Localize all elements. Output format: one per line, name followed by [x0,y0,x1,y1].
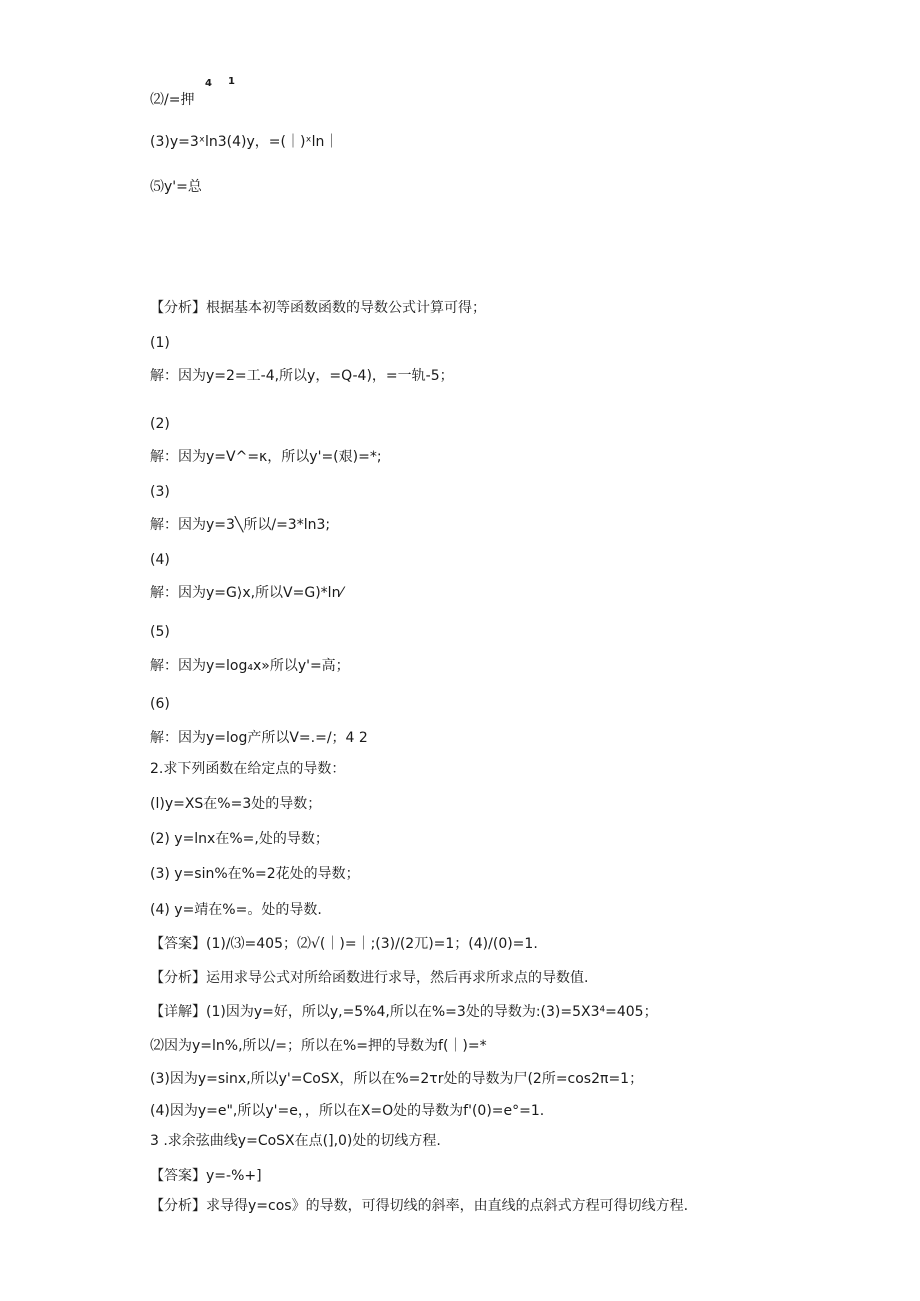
text-line: (2) [150,416,170,432]
text-line: 解：因为y=G⟩x,所以V=G)*ln⁄ [150,585,343,601]
text-line: (3)y=3ˣln3(4)y，=(｜)ˣln｜ [150,134,339,150]
text-line: 解：因为y=3╲所以/=3*ln3; [150,517,331,533]
text-line: (3) y=sin%在%=2花处的导数； [150,866,360,882]
text-line: 【答案】(1)/⑶=405；⑵√(｜)=｜;(3)/(2兀)=1；(4)/(0)=1. [150,936,538,952]
text-line: (l)y=XS在%=3处的导数； [150,796,322,812]
text-line: 【分析】求导得y=cos》的导数，可得切线的斜率，由直线的点斜式方程可得切线方程. [150,1198,689,1214]
text-line: ⑵/=押 [150,92,195,108]
text-line: 【分析】运用求导公式对所给函数进行求导，然后再求所求点的导数值. [150,970,589,986]
text-line: 解：因为y=log产所以V=.=/；4 2 [150,730,368,746]
text-line: (4) y=靖在%=。处的导数. [150,902,322,918]
superscript-4: 4 [205,78,212,89]
text-line: 2.求下列函数在给定点的导数： [150,761,346,777]
text-line: 3 .求余弦曲线y=CoSX在点(],0)处的切线方程. [150,1133,441,1149]
text-line: (1) [150,335,170,351]
text-line: ⑸y'=总 [150,179,202,195]
text-line: (4) [150,552,170,568]
text-line: 【详解】(1)因为y=好，所以y,=5%4,所以在%=3处的导数为:(3)=5X3⁴=405； [150,1004,658,1020]
text-line: 解：因为y=2=工-4,所以y，=Q-4)，=一轨-5； [150,368,454,384]
text-line: (2) y=lnx在%=,处的导数； [150,831,329,847]
text-line: (3) [150,484,170,500]
text-line: 解：因为y=V^=κ，所以y'=(艰)=*; [150,449,382,465]
text-line: ⑵因为y=ln%,所以/=；所以在%=押的导数为f(｜)=* [150,1038,487,1054]
text-line: (6) [150,696,170,712]
text-line: (5) [150,624,170,640]
superscript-1: 1 [228,76,235,87]
text-line: 【答案】y=-%+] [150,1168,262,1184]
text-line: 解：因为y=log₄x»所以y'=高； [150,658,350,674]
text-line: 【分析】根据基本初等函数函数的导数公式计算可得； [150,300,486,316]
text-line: (4)因为y=e",所以y'=e，，所以在X=O处的导数为f'(0)=e°=1. [150,1103,545,1119]
text-line: (3)因为y=sinx,所以y'=CoSX，所以在%=2τr处的导数为尸(2所=cos2π=1； [150,1071,644,1087]
